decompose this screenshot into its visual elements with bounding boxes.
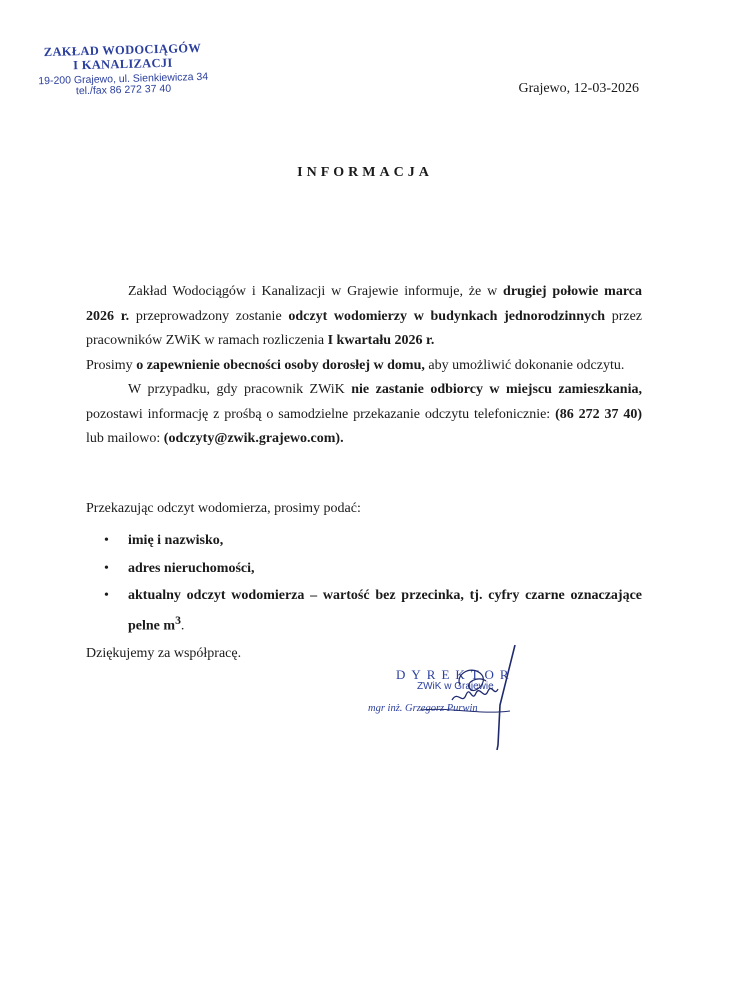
email-address: (odczyty@zwik.grajewo.com). [163,431,344,446]
document-date: Grajewo, 12-03-2026 [518,81,639,96]
paragraph-request [86,354,642,379]
text-span: przez pracowników ZWiK w ramach rozliczenia [86,308,642,348]
list-item-text: aktualny odczyt wodomierza – wartość bez przecinka, tj. cyfry czarne oznaczające pelne m [128,588,642,634]
list-item [86,584,642,639]
spacer [86,452,642,497]
text-span: Prosimy [86,357,137,373]
list-item-text: . [180,618,185,634]
signature-organization: ZWiK w Grajewie [417,681,494,692]
list-item-text: imię i nazwisko, [128,533,224,548]
info-list [86,529,642,639]
stamp-phone: tel./fax 86 272 37 40 [75,82,172,98]
document-title: INFORMACJA [297,165,433,180]
paragraph-absence [86,378,642,452]
list-intro: Przekazując odczyt wodomierza, prosimy podać: [86,500,361,516]
text-span: przeprowadzony zostanie [129,308,289,324]
text-span: lub mailowo: [86,431,164,446]
document-body [86,280,642,666]
bold-span: I kwartału 2026 r. [327,333,435,348]
phone-number: (86 272 37 40) [555,406,642,422]
superscript: 3 [175,613,181,627]
list-item [86,557,642,582]
text-span: W przypadku, gdy pracownik ZWiK [128,382,352,397]
signature-block [360,645,560,765]
signature-title: DYREKTOR [396,667,515,682]
bold-span: drugiej połowie marca 2026 r. [86,284,642,324]
bullet-icon: • [104,588,109,603]
paragraph-announcement [86,280,642,354]
closing-thanks: Dziękujemy za współpracę. [86,645,242,661]
bold-span: nie zastanie odbiorcy w miejscu zamieszkania, [351,382,642,397]
list-item-text: adres nieruchomości, [128,560,255,576]
text-span: Zakład Wodociągów i Kanalizacji w Grajewie informuje, że w [128,284,504,299]
bullet-icon: • [104,560,109,576]
stamp-company-name-2: I KANALIZACJI [72,55,173,73]
signature-name: mgr inż. Grzegorz Purwin [368,703,478,714]
text-span: aby umożliwić dokonanie odczytu. [424,357,625,373]
stamp-address: 19-200 Grajewo, ul. Sienkiewicza 34 [38,70,209,87]
bold-span: odczyt wodomierzy w budynkach jednorodzinnych [288,308,605,324]
text-span: pozostawi informację z prośbą o samodzielne przekazanie odczytu telefonicznie: [86,406,556,422]
handwritten-signature-icon [360,645,560,765]
list-item [86,529,642,554]
stamp-company-name: ZAKŁAD WODOCIĄGÓW [43,40,202,60]
company-stamp [37,42,208,99]
bold-span: o zapewnienie obecności osoby dorosłej w domu, [136,357,425,373]
bullet-icon: • [104,533,109,548]
